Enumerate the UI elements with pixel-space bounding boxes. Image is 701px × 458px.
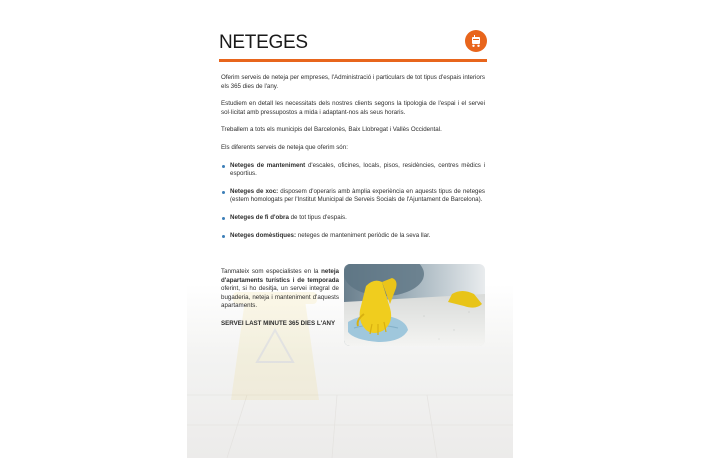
bullet-icon — [222, 235, 225, 238]
document-page — [187, 0, 513, 458]
title-underline — [219, 59, 487, 62]
cleaning-cart-icon — [465, 30, 487, 52]
paragraph-intro: Tanmateix som especialistes en la — [221, 268, 322, 275]
list-item-heading: Neteges domèstiques: — [230, 231, 297, 239]
list-item-heading: Neteges de xoc: — [230, 187, 279, 195]
list-item-text: de tot tipus d'espais. — [288, 213, 347, 221]
paragraph: Oferim serveis de neteja per empreses, l'Administració i particulars de tot tipus d'espais interiors els 365 dies de l'any. — [221, 74, 485, 90]
page-title: NETEGES — [219, 32, 308, 53]
bullet-icon — [222, 217, 225, 220]
lower-text — [221, 268, 339, 338]
paragraph: Treballem a tots els municipis del Barcelonès, Baix Llobregat i Vallès Occidental. — [221, 126, 442, 134]
list-item-heading: Neteges de fi d'obra — [230, 213, 289, 221]
list-item — [221, 214, 485, 223]
paragraph-highlight: neteja d'apartaments turístics i de temporada — [221, 268, 339, 284]
bullet-icon — [222, 165, 225, 168]
list-item — [221, 162, 485, 179]
paragraph: Estudiem en detall les necessitats dels nostres clients segons la tipologia de l'espai i el servei sol·licitat amb pressupostos a mida i adaptant-nos als seus horaris. — [221, 100, 485, 116]
list-item-heading: Neteges de manteniment — [230, 161, 306, 169]
list-item — [221, 232, 485, 241]
paragraph-rest: oferint, si ho desitja, un servei integral de bugaderia, neteja i manteniment d'aquests apartaments. — [221, 285, 339, 310]
paragraph — [221, 268, 339, 311]
closing-slogan: SERVEI LAST MINUTE 365 DIES L'ANY — [221, 319, 336, 327]
gloved-hand-wiping-counter-image — [344, 264, 485, 346]
paragraph: Els diferents serveis de neteja que oferim són: — [221, 143, 348, 151]
bullet-icon — [222, 191, 225, 194]
body-text — [221, 74, 485, 249]
list-item-text: d'escales, oficines, locals, pisos, residències, centres mèdics i esportius. — [230, 161, 485, 178]
list-item-text: neteges de manteniment periòdic de la seva llar. — [296, 231, 431, 239]
list-item — [221, 188, 485, 205]
list-item-text: disposem d'operaris amb àmplia experiència en aquests tipus de neteges (estem homologats per l'Institut Municipal de Serveis Socials de l'Ajuntament de Barcelona). — [230, 187, 485, 204]
header — [219, 30, 487, 60]
